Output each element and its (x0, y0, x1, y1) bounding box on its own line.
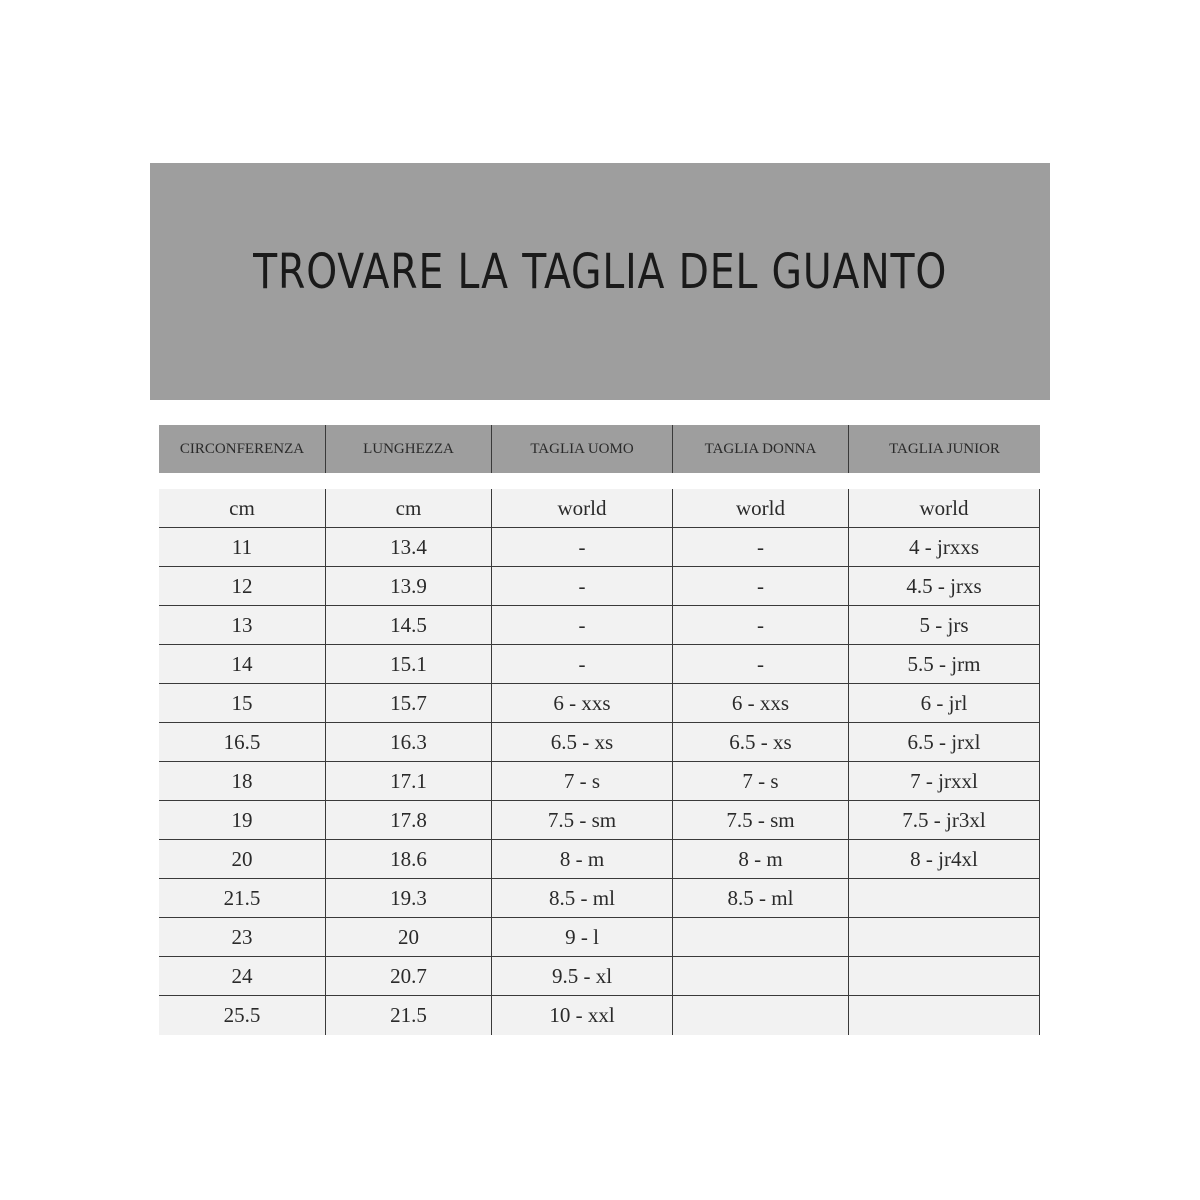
cell-circonferenza: 23 (159, 918, 326, 956)
cell-circonferenza: 15 (159, 684, 326, 722)
cell-taglia-uomo: - (492, 606, 673, 644)
table-header-row (159, 425, 1040, 473)
cell-taglia-uomo: 7.5 - sm (492, 801, 673, 839)
unit-cell: world (849, 489, 1040, 527)
cell-taglia-junior: 8 - jr4xl (849, 840, 1040, 878)
unit-cell: world (492, 489, 673, 527)
cell-circonferenza: 24 (159, 957, 326, 995)
cell-taglia-junior: 6.5 - jrxl (849, 723, 1040, 761)
table-row (159, 606, 1040, 645)
table-row (159, 957, 1040, 996)
cell-taglia-donna: 7.5 - sm (673, 801, 849, 839)
cell-lunghezza: 17.8 (326, 801, 492, 839)
header-circonferenza: CIRCONFERENZA (159, 425, 326, 473)
cell-taglia-donna: 6.5 - xs (673, 723, 849, 761)
cell-circonferenza: 13 (159, 606, 326, 644)
cell-circonferenza: 18 (159, 762, 326, 800)
cell-taglia-donna: 8 - m (673, 840, 849, 878)
cell-taglia-donna: 6 - xxs (673, 684, 849, 722)
cell-taglia-donna: 8.5 - ml (673, 879, 849, 917)
cell-circonferenza: 14 (159, 645, 326, 683)
cell-taglia-junior (849, 957, 1040, 995)
cell-lunghezza: 18.6 (326, 840, 492, 878)
unit-cell: world (673, 489, 849, 527)
cell-lunghezza: 20 (326, 918, 492, 956)
cell-taglia-uomo: 10 - xxl (492, 996, 673, 1035)
table-row (159, 567, 1040, 606)
cell-taglia-donna (673, 918, 849, 956)
cell-taglia-uomo: - (492, 567, 673, 605)
cell-taglia-junior (849, 996, 1040, 1035)
cell-taglia-junior: 5.5 - jrm (849, 645, 1040, 683)
page-title: TROVARE LA TAGLIA DEL GUANTO (252, 243, 947, 300)
cell-circonferenza: 20 (159, 840, 326, 878)
cell-taglia-uomo: - (492, 645, 673, 683)
cell-taglia-uomo: 7 - s (492, 762, 673, 800)
table-row (159, 684, 1040, 723)
units-row (159, 489, 1040, 528)
cell-taglia-uomo: 6 - xxs (492, 684, 673, 722)
table-row (159, 528, 1040, 567)
cell-lunghezza: 15.7 (326, 684, 492, 722)
cell-taglia-uomo: 9.5 - xl (492, 957, 673, 995)
table-row (159, 645, 1040, 684)
cell-taglia-junior: 7 - jrxxl (849, 762, 1040, 800)
cell-lunghezza: 13.4 (326, 528, 492, 566)
cell-taglia-uomo: 6.5 - xs (492, 723, 673, 761)
cell-taglia-donna (673, 996, 849, 1035)
cell-taglia-donna: - (673, 645, 849, 683)
table-row (159, 723, 1040, 762)
cell-lunghezza: 16.3 (326, 723, 492, 761)
cell-circonferenza: 16.5 (159, 723, 326, 761)
cell-circonferenza: 25.5 (159, 996, 326, 1035)
cell-taglia-uomo: - (492, 528, 673, 566)
cell-lunghezza: 14.5 (326, 606, 492, 644)
cell-taglia-junior (849, 879, 1040, 917)
cell-circonferenza: 12 (159, 567, 326, 605)
cell-lunghezza: 19.3 (326, 879, 492, 917)
title-banner (150, 163, 1050, 400)
cell-taglia-donna (673, 957, 849, 995)
cell-taglia-junior: 6 - jrl (849, 684, 1040, 722)
header-taglia-uomo: TAGLIA UOMO (492, 425, 673, 473)
table-row (159, 762, 1040, 801)
header-taglia-junior: TAGLIA JUNIOR (889, 440, 1000, 457)
cell-taglia-donna: 7 - s (673, 762, 849, 800)
header-taglia-donna: TAGLIA DONNA (673, 425, 849, 473)
cell-taglia-junior: 7.5 - jr3xl (849, 801, 1040, 839)
header-lunghezza: LUNGHEZZA (326, 425, 492, 473)
cell-lunghezza: 17.1 (326, 762, 492, 800)
cell-circonferenza: 11 (159, 528, 326, 566)
unit-cell: cm (159, 489, 326, 527)
cell-taglia-uomo: 9 - l (492, 918, 673, 956)
cell-taglia-junior: 4.5 - jrxs (849, 567, 1040, 605)
table-row (159, 801, 1040, 840)
table-row (159, 879, 1040, 918)
table-row (159, 996, 1040, 1035)
cell-taglia-uomo: 8.5 - ml (492, 879, 673, 917)
cell-taglia-donna: - (673, 606, 849, 644)
table-row (159, 918, 1040, 957)
table-row (159, 840, 1040, 879)
cell-taglia-junior: 4 - jrxxs (849, 528, 1040, 566)
cell-taglia-junior (849, 918, 1040, 956)
cell-taglia-donna: - (673, 567, 849, 605)
cell-taglia-junior: 5 - jrs (849, 606, 1040, 644)
unit-cell: cm (326, 489, 492, 527)
size-table (159, 489, 1040, 1035)
cell-lunghezza: 21.5 (326, 996, 492, 1035)
cell-circonferenza: 21.5 (159, 879, 326, 917)
cell-lunghezza: 20.7 (326, 957, 492, 995)
cell-lunghezza: 15.1 (326, 645, 492, 683)
cell-taglia-donna: - (673, 528, 849, 566)
cell-lunghezza: 13.9 (326, 567, 492, 605)
cell-circonferenza: 19 (159, 801, 326, 839)
cell-taglia-uomo: 8 - m (492, 840, 673, 878)
